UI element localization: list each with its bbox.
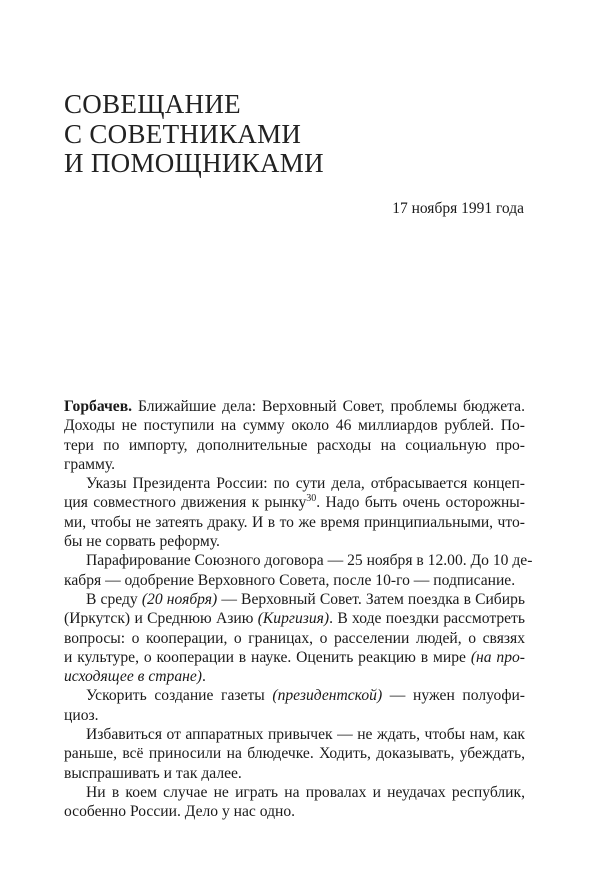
paragraph	[64, 686, 525, 725]
chapter-title-line: И ПОМОЩНИКАМИ	[64, 148, 324, 178]
text-segment: Ускорить создание газеты	[86, 687, 273, 705]
text-segment: Указы Президента России: по сути дела, отбрасывается концеп-	[86, 475, 525, 493]
text-segment: вопросы: о кооперации, о границах, о расселении людей, о связях	[64, 629, 525, 647]
text-segment: . Надо быть очень осторожны-	[316, 494, 525, 512]
text-line	[64, 513, 525, 532]
text-line	[64, 802, 525, 821]
text-segment: ми, чтобы не затеять драку. И в то же время принципиальными, что-	[64, 513, 525, 531]
text-segment: (Иркутск) и Среднюю Азию	[64, 610, 258, 628]
text-segment: ция совместного движения к рынку	[64, 494, 307, 512]
text-segment: (на про-	[470, 648, 525, 666]
text-segment: Избавиться от аппаратных привычек — не ждать, чтобы нам, как	[86, 726, 525, 744]
text-line	[64, 532, 525, 551]
text-line	[64, 725, 525, 744]
text-segment: . В ходе поездки рассмотреть	[329, 610, 525, 628]
paragraph	[64, 590, 525, 686]
text-segment: — нужен полуофи-	[382, 687, 525, 705]
speaker-name: Горбачев.	[64, 398, 133, 415]
text-segment: Ближайшие дела: Верховный Совет, проблемы бюджета.	[132, 398, 525, 415]
text-segment: Парафирование Союзного договора — 25 ноября в 12.00. До 10 де-	[86, 552, 533, 570]
chapter-title	[64, 90, 324, 179]
text-line	[64, 397, 525, 416]
paragraph	[64, 397, 525, 474]
text-segment: .	[201, 668, 206, 686]
text-segment: (президентской)	[272, 687, 383, 705]
chapter-title-line: С СОВЕТНИКАМИ	[64, 118, 302, 149]
text-line	[64, 686, 525, 705]
text-line	[64, 667, 525, 686]
text-line	[64, 590, 525, 609]
text-segment: Ни в коем случае не играть на провалах и неудачах республик,	[86, 783, 525, 801]
text-segment: грамму.	[64, 455, 115, 473]
text-segment: В среду	[86, 590, 142, 608]
text-segment: Доходы не поступили на сумму около 46 миллиардов рублей. По-	[64, 417, 525, 435]
text-line	[64, 764, 525, 783]
text-line	[64, 609, 525, 628]
text-line	[64, 648, 525, 667]
text-line	[64, 629, 525, 648]
footnote-ref: 30	[306, 493, 317, 505]
text-line	[64, 551, 533, 570]
text-segment: кабря — одобрение Верховного Совета, после 10-го — подписание.	[64, 571, 516, 589]
text-segment: бы не сорвать реформу.	[64, 533, 220, 551]
text-segment: — Верховный Совет. Затем поездка в Сибирь	[217, 590, 525, 608]
paragraph	[64, 725, 525, 783]
chapter-title-line: СОВЕЩАНИЕ	[64, 89, 241, 119]
text-segment: циоз.	[64, 706, 99, 724]
paragraph	[64, 783, 525, 822]
text-line	[64, 706, 525, 725]
text-line	[64, 493, 525, 512]
text-segment: и культуре, о кооперации в науке. Оценить реакцию в мире	[64, 648, 471, 666]
text-line	[64, 571, 525, 590]
paragraph	[64, 551, 533, 590]
meeting-date: 17 ноября 1991 года	[392, 200, 524, 217]
text-line	[64, 455, 525, 474]
text-line	[64, 783, 525, 802]
text-segment: особенно России. Дело у нас одно.	[64, 803, 296, 821]
text-line	[64, 474, 525, 493]
text-line	[64, 436, 525, 455]
text-segment: (20 ноября)	[141, 590, 218, 608]
text-segment: исходящее в стране)	[64, 668, 202, 686]
text-segment: тери по импорту, дополнительные расходы на социальную про-	[64, 436, 525, 454]
text-segment: раньше, всё приносили на блюдечке. Ходить, доказывать, убеждать,	[64, 745, 525, 763]
document-body	[64, 397, 533, 822]
text-line	[64, 744, 525, 763]
paragraph	[64, 474, 525, 551]
text-segment: (Киргизия)	[257, 610, 330, 628]
text-segment: выспрашивать и так далее.	[64, 764, 242, 782]
text-line	[64, 416, 525, 435]
